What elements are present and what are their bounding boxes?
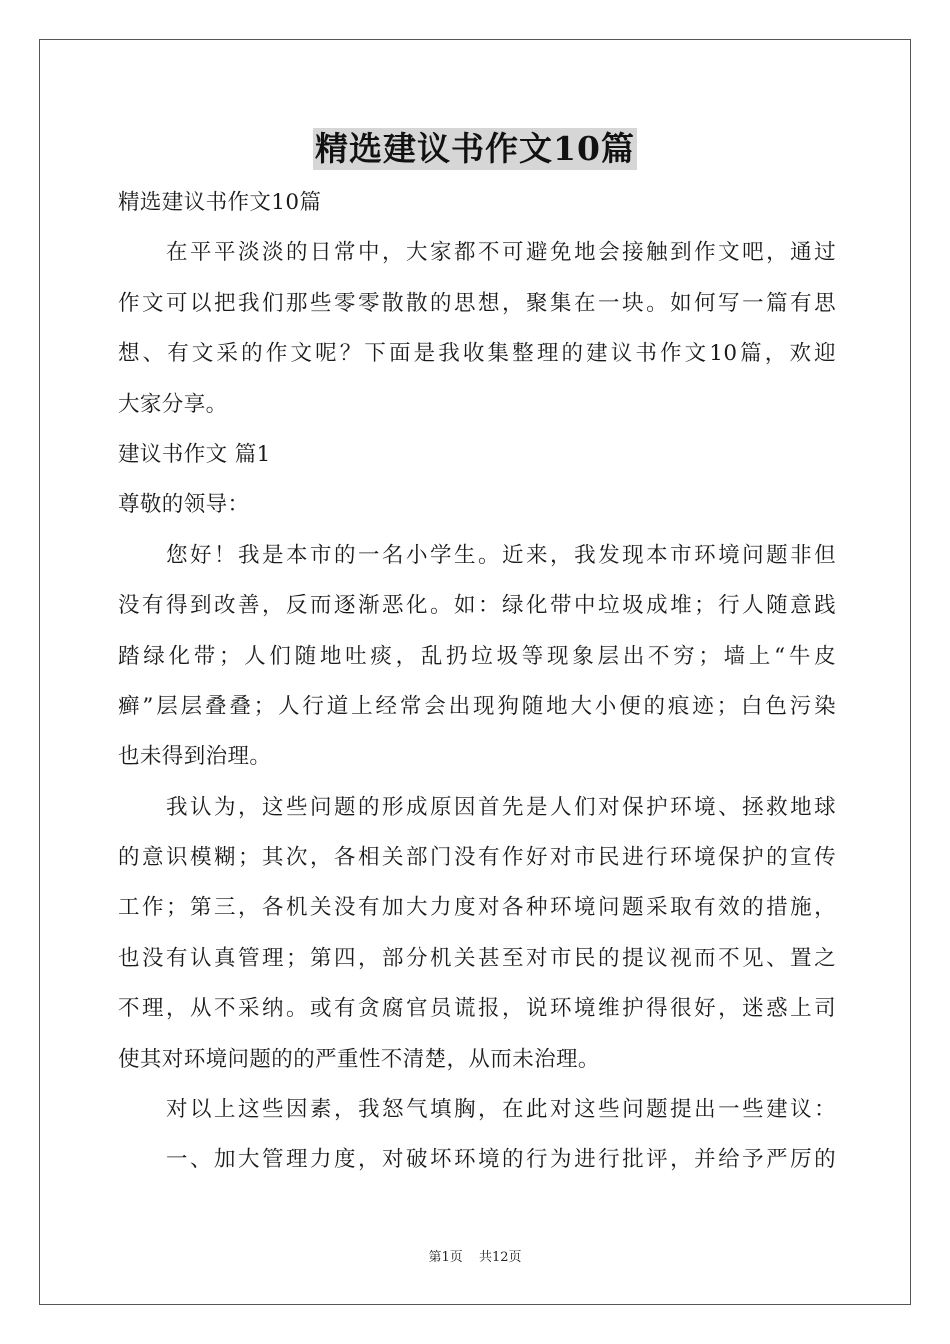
title-container	[0, 128, 950, 170]
text-line: 作文可以把我们那些零零散散的思想，聚集在一块。如何写一篇有思	[118, 290, 836, 316]
page-total: 共12页	[478, 1250, 522, 1265]
text-line: 工作；第三，各机关没有加大力度对各种环境问题采取有效的措施，	[118, 895, 836, 921]
text-line: 癣”层层叠叠；人行道上经常会出现狗随地大小便的痕迹；白色污染	[118, 693, 836, 719]
page-footer	[0, 1246, 950, 1265]
text-line: 踏绿化带；人们随地吐痰，乱扔垃圾等现象层出不穷；墙上“牛皮	[118, 643, 836, 669]
text-line: 的意识模糊；其次，各相关部门没有作好对市民进行环境保护的宣传	[118, 845, 836, 871]
text-line: 使其对环境问题的的严重性不清楚，从而未治理。	[118, 1046, 600, 1072]
text-line: 不理，从不采纳。或有贪腐官员谎报，说环境维护得很好，迷惑上司	[118, 996, 836, 1022]
document-body	[118, 178, 836, 1186]
text-line: 对以上这些因素，我怒气填胸，在此对这些问题提出一些建议：	[166, 1097, 836, 1123]
text-line: 我认为，这些问题的形成原因首先是人们对保护环境、拯救地球	[166, 794, 836, 820]
section-heading: 建议书作文 篇1	[118, 441, 271, 467]
text-line: 也没有认真管理；第四，部分机关甚至对市民的提议视而不见、置之	[118, 945, 836, 971]
text-line: 也未得到治理。	[118, 744, 272, 770]
page-number: 第1页	[428, 1250, 463, 1265]
subtitle-line: 精选建议书作文10篇	[118, 190, 322, 215]
text-line: 大家分享。	[118, 391, 228, 417]
text-line: 您好！我是本市的一名小学生。近来，我发现本市环境问题非但	[166, 542, 836, 568]
text-line: 在平平淡淡的日常中，大家都不可避免地会接触到作文吧，通过	[166, 240, 836, 266]
text-line: 没有得到改善，反而逐渐恶化。如：绿化带中垃圾成堆；行人随意践	[118, 593, 836, 619]
salutation-line: 尊敬的领导：	[118, 492, 250, 518]
document-title: 精选建议书作文10篇	[315, 129, 635, 168]
text-line: 想、有文采的作文呢？下面是我收集整理的建议书作文10篇，欢迎	[118, 341, 836, 367]
text-line: 一、加大管理力度，对破坏环境的行为进行批评，并给予严厉的	[166, 1147, 836, 1173]
